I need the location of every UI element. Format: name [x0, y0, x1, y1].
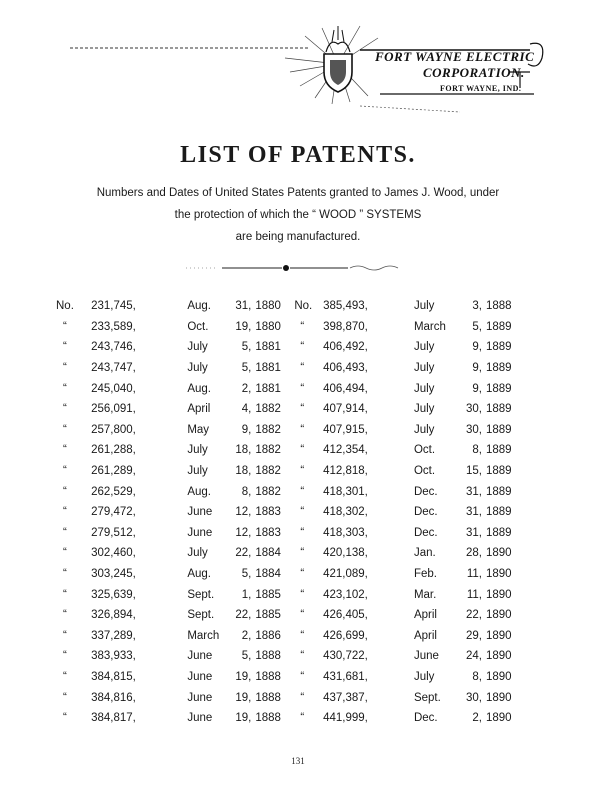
patent-number: 279,512,	[91, 526, 136, 539]
patent-prefix: “	[300, 362, 305, 375]
patent-date	[187, 523, 294, 544]
table-row	[56, 461, 516, 482]
patent-number: 421,089,	[323, 568, 368, 581]
patent-date-year: 1885	[255, 588, 281, 601]
patent-prefix: “	[300, 465, 305, 478]
patent-date	[414, 584, 516, 605]
patent-number: 406,492,	[323, 341, 368, 354]
patent-date-month: June	[413, 650, 439, 663]
patent-date-year: 1889	[485, 485, 512, 498]
patent-prefix: “	[63, 362, 67, 375]
patent-number: 437,387,	[323, 691, 368, 704]
patent-prefix: “	[63, 444, 67, 457]
patent-date-day: 2,	[472, 712, 482, 725]
patent-date	[187, 564, 294, 585]
patent-date	[187, 502, 294, 523]
patent-prefix: “	[300, 444, 305, 457]
patent-prefix: “	[300, 629, 305, 642]
patent-date-year: 1890	[485, 588, 512, 601]
patent-date-year: 1880	[255, 300, 281, 313]
patent-date-month: July	[187, 444, 208, 457]
patent-date	[187, 420, 294, 441]
patent-number: 418,303,	[323, 526, 368, 539]
patent-date	[187, 584, 294, 605]
patent-date	[187, 543, 294, 564]
patent-date-month: Aug.	[187, 485, 211, 498]
patent-date	[187, 440, 294, 461]
patent-prefix: “	[63, 403, 67, 416]
patent-date-month: Aug.	[187, 568, 211, 581]
table-row	[56, 358, 516, 379]
patent-number: 383,933,	[91, 650, 136, 663]
table-row	[56, 296, 516, 317]
patent-date-year: 1890	[485, 609, 512, 622]
patent-date-day: 31,	[235, 300, 252, 313]
patent-date	[187, 399, 294, 420]
patent-prefix: “	[63, 629, 67, 642]
patent-date-day: 31,	[465, 526, 482, 539]
patent-prefix: “	[300, 506, 305, 519]
patent-date-day: 30,	[465, 691, 482, 704]
patent-date-day: 22,	[235, 609, 252, 622]
patent-prefix: “	[300, 670, 305, 683]
patent-date-day: 5,	[241, 650, 252, 663]
patent-date	[187, 605, 294, 626]
patent-date-day: 4,	[241, 403, 252, 416]
patent-date-day: 18,	[235, 465, 252, 478]
patent-date-year: 1881	[255, 382, 281, 395]
patent-date-month: June	[187, 526, 213, 539]
patent-date-year: 1889	[485, 526, 512, 539]
patent-date-day: 31,	[465, 485, 482, 498]
patent-prefix: “	[300, 547, 305, 560]
patent-date-year: 1889	[485, 465, 512, 478]
patent-number: 302,460,	[91, 547, 136, 560]
patent-date-month: March	[413, 320, 446, 333]
table-row	[56, 543, 516, 564]
patent-number: 243,747,	[91, 362, 136, 375]
patent-date-year: 1886	[255, 629, 281, 642]
patent-number: 243,746,	[91, 341, 136, 354]
patent-number: 412,818,	[323, 465, 368, 478]
patent-date-day: 29,	[465, 629, 482, 642]
patent-date-year: 1888	[485, 300, 512, 313]
patent-date-year: 1889	[485, 382, 512, 395]
patent-date-year: 1882	[255, 485, 281, 498]
patent-number: 407,915,	[323, 423, 368, 436]
patent-date-month: Jan.	[413, 547, 436, 560]
patent-date-month: April	[187, 403, 211, 416]
patent-prefix: No.	[56, 300, 74, 313]
page-number: 131	[291, 756, 305, 766]
table-row	[56, 667, 516, 688]
patent-date	[414, 399, 516, 420]
patent-number: 262,529,	[91, 485, 136, 498]
patent-date	[187, 337, 294, 358]
patent-date-day: 8,	[241, 485, 252, 498]
patent-date-year: 1882	[255, 403, 281, 416]
patent-date	[187, 481, 294, 502]
patent-date-year: 1889	[485, 506, 512, 519]
patent-prefix: “	[63, 547, 67, 560]
patent-number: 257,800,	[91, 423, 136, 436]
patent-date-year: 1889	[485, 320, 512, 333]
table-row	[56, 481, 516, 502]
patent-date-day: 1,	[241, 588, 252, 601]
patent-date-day: 9,	[472, 362, 482, 375]
patent-date-month: June	[187, 691, 213, 704]
patent-date-day: 2,	[241, 382, 252, 395]
patent-date	[414, 481, 516, 502]
patent-date-year: 1890	[485, 670, 512, 683]
letterhead-location: FORT WAYNE, IND.	[440, 84, 522, 93]
table-row	[56, 420, 516, 441]
patent-date-year: 1888	[255, 691, 281, 704]
patent-date	[414, 523, 516, 544]
patent-prefix: “	[63, 712, 67, 725]
patent-date-year: 1890	[485, 691, 512, 704]
patent-date-month: Sept.	[413, 691, 441, 704]
patent-date-day: 2,	[241, 629, 252, 642]
patent-date-day: 22,	[235, 547, 252, 560]
patent-date-year: 1888	[255, 712, 281, 725]
patent-prefix: “	[300, 423, 305, 436]
patent-date	[187, 708, 294, 729]
patent-date-year: 1890	[485, 712, 512, 725]
patent-date-year: 1884	[255, 568, 281, 581]
patent-date-year: 1881	[255, 362, 281, 375]
patent-date-year: 1888	[255, 650, 281, 663]
patent-date-day: 30,	[465, 403, 482, 416]
table-row	[56, 646, 516, 667]
patent-date-day: 5,	[241, 362, 252, 375]
patent-date	[414, 337, 516, 358]
patent-prefix: “	[300, 650, 305, 663]
patent-date-month: Dec.	[413, 485, 438, 498]
patent-date-day: 9,	[472, 341, 482, 354]
patent-number: 398,870,	[323, 320, 368, 333]
patent-date-year: 1889	[485, 403, 512, 416]
patent-date-month: Oct.	[413, 465, 436, 478]
patent-number: 261,289,	[91, 465, 136, 478]
patent-date-month: July	[413, 403, 435, 416]
patent-date-day: 18,	[235, 444, 252, 457]
patent-date	[187, 358, 294, 379]
patent-date-day: 8,	[472, 444, 482, 457]
patent-prefix: “	[300, 691, 305, 704]
patent-date-month: Oct.	[187, 320, 209, 333]
patent-date-month: June	[187, 712, 213, 725]
patent-date-month: Dec.	[413, 526, 438, 539]
table-row	[56, 605, 516, 626]
patent-date	[414, 296, 516, 317]
patent-prefix: “	[63, 485, 67, 498]
patent-date-year: 1889	[485, 423, 512, 436]
patent-date-year: 1890	[485, 629, 512, 642]
patent-date-month: Aug.	[187, 300, 211, 313]
intro-line-1: Numbers and Dates of United States Patents granted to James J. Wood, under	[96, 187, 500, 199]
patent-date-day: 11,	[466, 588, 482, 601]
patent-date	[414, 420, 516, 441]
patent-date-day: 31,	[465, 506, 482, 519]
patent-prefix: “	[300, 609, 305, 622]
patent-date-day: 24,	[465, 650, 482, 663]
table-row	[56, 399, 516, 420]
page-title: LIST OF PATENTS.	[180, 142, 416, 168]
patent-number: 384,816,	[91, 691, 136, 704]
letterhead-company-line2: CORPORATION.	[423, 65, 525, 80]
patent-prefix: “	[300, 341, 305, 354]
patent-date	[414, 626, 516, 647]
patent-date-day: 12,	[235, 526, 252, 539]
patent-date-year: 1884	[255, 547, 281, 560]
patent-date-day: 5,	[241, 568, 252, 581]
letterhead	[60, 14, 560, 114]
patent-date-month: June	[187, 670, 213, 683]
patent-number: 407,914,	[323, 403, 368, 416]
patent-date-month: Dec.	[413, 712, 438, 725]
patent-prefix: “	[63, 382, 67, 395]
patent-prefix: “	[63, 568, 67, 581]
patent-prefix: No.	[294, 300, 313, 313]
patent-date-year: 1880	[255, 320, 281, 333]
table-row	[56, 523, 516, 544]
patent-number: 385,493,	[323, 300, 368, 313]
patent-date	[414, 667, 516, 688]
patent-prefix: “	[300, 588, 305, 601]
patent-prefix: “	[63, 341, 67, 354]
patent-number: 256,091,	[91, 403, 136, 416]
patent-number: 418,301,	[323, 485, 368, 498]
patent-number: 418,302,	[323, 506, 368, 519]
patent-date-year: 1890	[485, 650, 512, 663]
patent-date-month: July	[413, 300, 435, 313]
patent-date-day: 19,	[235, 712, 252, 725]
patent-number: 423,102,	[323, 588, 368, 601]
table-row	[56, 440, 516, 461]
patent-date	[414, 687, 516, 708]
patent-number: 337,289,	[91, 629, 136, 642]
patent-date-year: 1890	[485, 547, 512, 560]
patent-date-month: Feb.	[413, 568, 437, 581]
patent-date-day: 8,	[472, 670, 482, 683]
patent-prefix: “	[63, 465, 67, 478]
patent-date-year: 1885	[255, 609, 281, 622]
table-row	[56, 564, 516, 585]
intro-line-2: the protection of which the “ WOOD ” SYSTEMS	[174, 209, 422, 221]
patent-date-year: 1889	[485, 341, 512, 354]
table-row	[56, 317, 516, 338]
patent-date-month: Aug.	[187, 382, 211, 395]
patent-date-day: 11,	[466, 568, 482, 581]
patent-date-month: July	[413, 670, 435, 683]
patent-date	[414, 502, 516, 523]
letterhead-company-line1: FORT WAYNE ELECTRIC	[375, 49, 535, 64]
patent-number: 326,894,	[91, 609, 136, 622]
patent-prefix: “	[63, 423, 67, 436]
patent-number: 384,815,	[91, 670, 136, 683]
patent-date	[187, 461, 294, 482]
table-row	[56, 708, 516, 729]
patent-date	[414, 461, 516, 482]
patent-date-year: 1890	[485, 568, 512, 581]
patent-number: 406,494,	[323, 382, 368, 395]
patent-number: 261,288,	[91, 444, 136, 457]
patent-date-day: 5,	[241, 341, 252, 354]
patent-prefix: “	[300, 485, 305, 498]
patent-date-month: Sept.	[187, 609, 215, 622]
patent-prefix: “	[63, 506, 67, 519]
patent-date-day: 19,	[235, 320, 252, 333]
patent-date-year: 1882	[255, 423, 281, 436]
patent-prefix: “	[63, 526, 67, 539]
patent-prefix: “	[300, 712, 305, 725]
table-row	[56, 626, 516, 647]
patent-date-day: 9,	[241, 423, 252, 436]
patent-date-year: 1889	[485, 362, 512, 375]
patent-number: 412,354,	[323, 444, 368, 457]
patent-number: 406,493,	[323, 362, 368, 375]
patent-date	[414, 564, 516, 585]
patent-date-year: 1881	[255, 341, 281, 354]
patent-number: 441,999,	[323, 712, 368, 725]
patent-date-month: Mar.	[413, 588, 437, 601]
patent-date	[414, 317, 516, 338]
patent-number: 430,722,	[323, 650, 368, 663]
patent-number: 303,245,	[91, 568, 136, 581]
patent-date-month: June	[187, 506, 213, 519]
patent-date-year: 1888	[255, 670, 281, 683]
patent-number: 420,138,	[323, 547, 368, 560]
patent-date	[414, 646, 516, 667]
patent-date-day: 3,	[472, 300, 482, 313]
patent-date-month: July	[413, 382, 435, 395]
patent-date	[187, 317, 294, 338]
patent-number: 279,472,	[91, 506, 136, 519]
patent-prefix: “	[63, 691, 67, 704]
patent-date-year: 1882	[255, 444, 281, 457]
table-row	[56, 337, 516, 358]
patent-number: 384,817,	[91, 712, 136, 725]
patent-date-day: 22,	[465, 609, 482, 622]
patent-date	[414, 543, 516, 564]
patent-prefix: “	[300, 526, 305, 539]
patent-prefix: “	[63, 588, 67, 601]
patent-prefix: “	[63, 609, 67, 622]
patent-prefix: “	[63, 650, 67, 663]
patent-date-month: June	[187, 650, 213, 663]
patent-date-month: April	[413, 609, 437, 622]
patent-date	[187, 687, 294, 708]
table-row	[56, 502, 516, 523]
patent-date-month: July	[413, 341, 435, 354]
patent-date	[187, 378, 294, 399]
patent-prefix: “	[300, 568, 305, 581]
patent-date	[414, 378, 516, 399]
ornament-divider	[178, 258, 418, 278]
table-row	[56, 378, 516, 399]
patent-date-day: 9,	[472, 382, 482, 395]
patent-date	[187, 646, 294, 667]
patent-date-month: July	[187, 547, 208, 560]
patent-date-month: July	[187, 465, 208, 478]
patent-date	[414, 708, 516, 729]
patent-number: 431,681,	[323, 670, 368, 683]
patent-prefix: “	[300, 382, 305, 395]
patent-date	[414, 440, 516, 461]
patent-date-day: 30,	[465, 423, 482, 436]
patents-table-body	[56, 296, 516, 728]
table-row	[56, 687, 516, 708]
patent-date	[187, 296, 294, 317]
patent-date-year: 1882	[255, 465, 281, 478]
patent-date-day: 19,	[235, 670, 252, 683]
patent-date-month: July	[187, 341, 208, 354]
patent-prefix: “	[63, 320, 67, 333]
patent-prefix: “	[300, 403, 305, 416]
patent-date-month: July	[413, 423, 435, 436]
patent-date-month: Dec.	[413, 506, 438, 519]
patent-date-day: 28,	[465, 547, 482, 560]
patent-date-month: March	[187, 629, 220, 642]
patent-number: 325,639,	[91, 588, 136, 601]
table-row	[56, 584, 516, 605]
patent-date-day: 15,	[465, 465, 482, 478]
patent-date-month: July	[187, 362, 208, 375]
patent-date-year: 1883	[255, 506, 281, 519]
patent-prefix: “	[63, 670, 67, 683]
patent-date	[187, 667, 294, 688]
patent-date-year: 1889	[485, 444, 512, 457]
patent-date-month: Oct.	[413, 444, 436, 457]
patent-date	[414, 358, 516, 379]
patent-number: 426,699,	[323, 629, 368, 642]
intro-line-3: are being manufactured.	[235, 231, 361, 243]
patent-number: 233,589,	[91, 320, 136, 333]
patent-date-day: 19,	[235, 691, 252, 704]
patent-date-year: 1883	[255, 526, 281, 539]
patent-date	[414, 605, 516, 626]
patent-date-month: May	[187, 423, 210, 436]
patent-date-day: 12,	[235, 506, 252, 519]
patent-date-month: Sept.	[187, 588, 215, 601]
patent-number: 231,745,	[91, 300, 136, 313]
patent-number: 426,405,	[323, 609, 368, 622]
patent-date-day: 5,	[472, 320, 482, 333]
patents-table	[56, 296, 516, 728]
patent-date	[187, 626, 294, 647]
patent-prefix: “	[300, 320, 305, 333]
patent-number: 245,040,	[91, 382, 136, 395]
patent-date-month: April	[413, 629, 437, 642]
patent-date-month: July	[413, 362, 435, 375]
